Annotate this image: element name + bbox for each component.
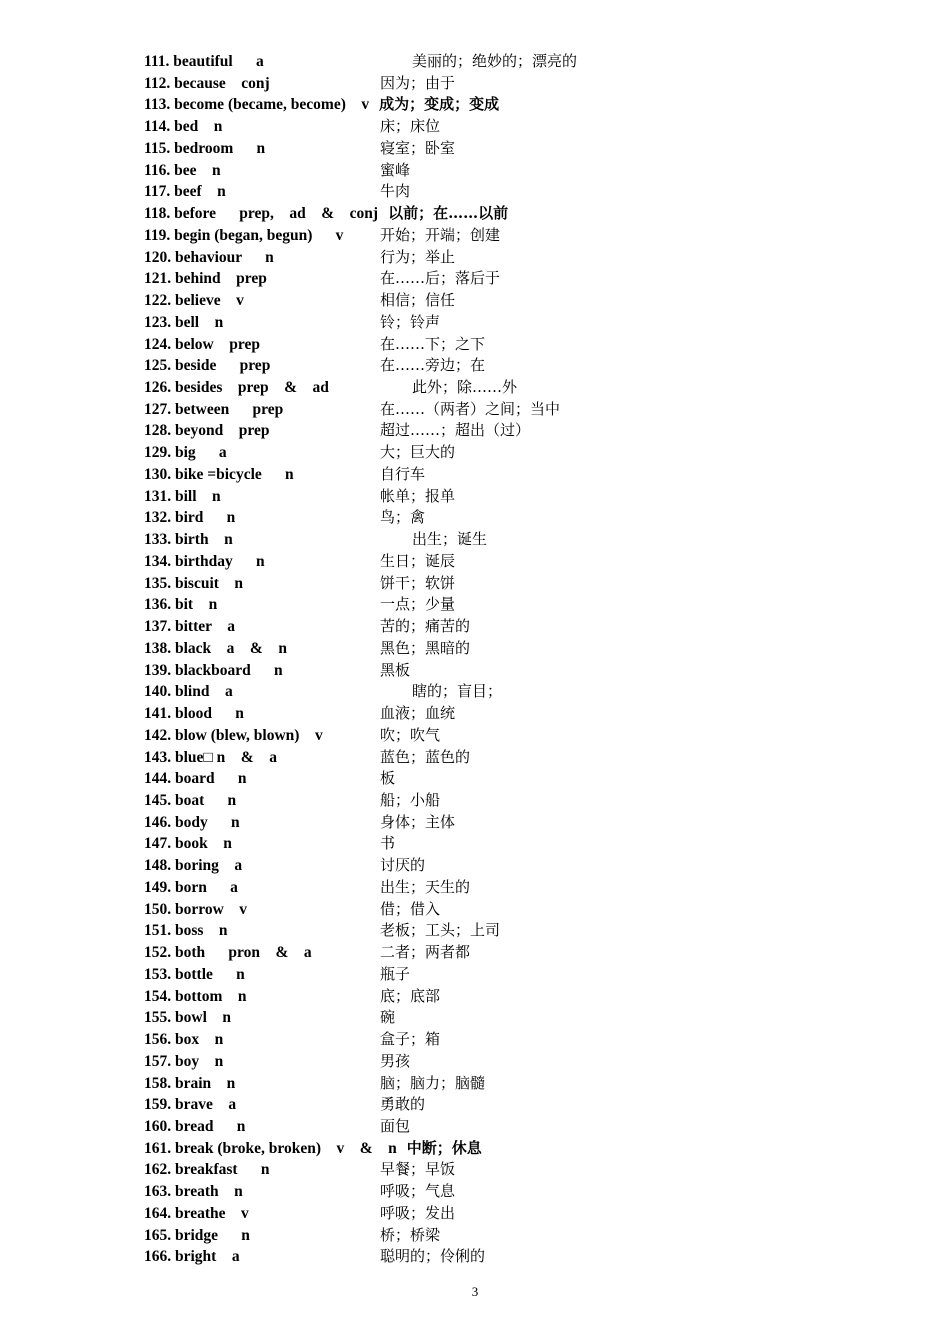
vocab-entry bbox=[144, 1159, 904, 1181]
vocab-entry bbox=[144, 442, 904, 464]
vocab-word: 136. bit n bbox=[144, 596, 218, 614]
vocab-word: 147. book n bbox=[144, 835, 232, 853]
vocab-entry bbox=[144, 594, 904, 616]
vocab-entry bbox=[144, 833, 904, 855]
vocab-word: 123. bell n bbox=[144, 313, 224, 331]
vocab-meaning: 苦的；痛苦的 bbox=[380, 617, 471, 636]
vocab-word: 135. biscuit n bbox=[144, 574, 244, 592]
vocab-entry bbox=[144, 1051, 904, 1073]
vocab-meaning: 老板；工头；上司 bbox=[380, 921, 501, 940]
vocab-word: 160. bread n bbox=[144, 1117, 246, 1135]
vocab-entry bbox=[144, 703, 904, 725]
vocab-meaning: 此外；除……外 bbox=[412, 378, 518, 397]
vocab-meaning: 吹；吹气 bbox=[380, 725, 441, 744]
vocab-meaning: 讨厌的 bbox=[380, 856, 426, 875]
vocab-word: 159. brave a bbox=[144, 1096, 237, 1114]
vocab-meaning: 饼干；软饼 bbox=[380, 573, 456, 592]
vocab-entry bbox=[144, 790, 904, 812]
vocab-word: 132. bird n bbox=[144, 509, 236, 527]
vocab-entry bbox=[144, 247, 904, 269]
vocab-word: 118. before prep, ad & conj 以前；在……以前 bbox=[144, 204, 509, 223]
vocab-meaning: 借；借入 bbox=[380, 899, 441, 918]
vocab-meaning: 成为；变成；变成 bbox=[379, 95, 500, 114]
vocab-meaning: 聪明的；伶俐的 bbox=[380, 1247, 486, 1266]
vocab-word: 125. beside prep bbox=[144, 357, 271, 375]
vocab-meaning: 板 bbox=[380, 769, 396, 788]
vocab-word: 151. boss n bbox=[144, 922, 228, 940]
vocab-entry bbox=[144, 1007, 904, 1029]
vocab-meaning: 床；床位 bbox=[380, 117, 441, 136]
vocab-meaning: 面包 bbox=[380, 1116, 411, 1135]
vocab-meaning: 血液；血统 bbox=[380, 704, 456, 723]
vocab-meaning: 底；底部 bbox=[380, 986, 441, 1005]
vocab-word: 158. brain n bbox=[144, 1074, 236, 1092]
vocab-word: 153. bottle n bbox=[144, 965, 245, 983]
vocab-meaning: 盒子；箱 bbox=[380, 1030, 441, 1049]
vocab-meaning: 美丽的；绝妙的；漂亮的 bbox=[412, 52, 578, 70]
vocab-entry bbox=[144, 51, 904, 73]
vocab-word: 122. believe v bbox=[144, 292, 244, 310]
vocab-entry bbox=[144, 638, 904, 660]
vocab-word: 120. behaviour n bbox=[144, 248, 274, 266]
vocab-word: 145. boat n bbox=[144, 791, 237, 809]
vocab-entry bbox=[144, 225, 904, 247]
vocab-meaning: 书 bbox=[380, 834, 396, 853]
vocab-entry bbox=[144, 768, 904, 790]
vocab-entry bbox=[144, 486, 904, 508]
vocab-meaning: 帐单；报单 bbox=[380, 486, 456, 505]
vocab-word: 155. bowl n bbox=[144, 1009, 231, 1027]
vocab-entry bbox=[144, 1029, 904, 1051]
vocab-meaning: 牛肉 bbox=[380, 182, 411, 201]
vocab-word: 116. bee n bbox=[144, 161, 221, 179]
vocab-entry bbox=[144, 181, 904, 203]
vocab-meaning: 瞎的；盲目； bbox=[412, 682, 503, 701]
vocab-meaning: 铃；铃声 bbox=[380, 312, 441, 331]
vocab-word: 114. bed n bbox=[144, 118, 223, 136]
vocab-word: 129. big a bbox=[144, 444, 227, 462]
vocab-meaning: 在……旁边；在 bbox=[380, 356, 486, 375]
vocab-entry bbox=[144, 747, 904, 769]
vocab-word: 163. breath n bbox=[144, 1183, 243, 1201]
vocab-entry bbox=[144, 1073, 904, 1095]
vocab-word: 141. blood n bbox=[144, 705, 244, 723]
vocab-entry bbox=[144, 1138, 904, 1160]
vocab-meaning: 身体；主体 bbox=[380, 812, 456, 831]
vocab-entry bbox=[144, 855, 904, 877]
page-number: 3 bbox=[471, 1284, 479, 1299]
vocab-entry bbox=[144, 1181, 904, 1203]
vocab-entry bbox=[144, 920, 904, 942]
vocab-word: 152. both pron & a bbox=[144, 944, 312, 962]
vocab-word: 154. bottom n bbox=[144, 987, 247, 1005]
vocab-word: 166. bright a bbox=[144, 1248, 240, 1266]
vocab-word: 139. blackboard n bbox=[144, 661, 283, 679]
vocab-entry bbox=[144, 399, 904, 421]
vocab-entry bbox=[144, 507, 904, 529]
vocab-word: 117. beef n bbox=[144, 183, 226, 201]
vocab-entry bbox=[144, 116, 904, 138]
vocab-word: 148. boring a bbox=[144, 857, 243, 875]
vocab-meaning: 呼吸；气息 bbox=[380, 1182, 456, 1201]
vocab-entry bbox=[144, 573, 904, 595]
vocab-meaning: 在……（两者）之间；当中 bbox=[380, 399, 561, 418]
vocab-meaning: 出生；诞生 bbox=[412, 530, 488, 549]
vocab-word: 127. between prep bbox=[144, 400, 284, 418]
vocab-entry bbox=[144, 1116, 904, 1138]
vocab-word: 124. below prep bbox=[144, 335, 260, 353]
vocab-meaning: 鸟；禽 bbox=[380, 508, 426, 527]
vocab-meaning: 在……后；落后于 bbox=[380, 269, 501, 288]
vocab-entry bbox=[144, 160, 904, 182]
vocab-entry bbox=[144, 877, 904, 899]
vocab-meaning: 在……下；之下 bbox=[380, 334, 486, 353]
vocab-meaning: 勇敢的 bbox=[380, 1095, 426, 1114]
vocab-word: 150. borrow v bbox=[144, 900, 248, 918]
vocab-word: 156. box n bbox=[144, 1031, 224, 1049]
vocab-meaning: 蓝色；蓝色的 bbox=[380, 747, 471, 766]
vocab-entry bbox=[144, 1246, 904, 1268]
vocab-word: 140. blind a bbox=[144, 683, 233, 701]
vocab-entry bbox=[144, 616, 904, 638]
vocab-meaning: 早餐；早饭 bbox=[380, 1160, 456, 1179]
vocab-entry bbox=[144, 529, 904, 551]
vocab-meaning: 生日；诞辰 bbox=[380, 551, 456, 570]
vocab-meaning: 大；巨大的 bbox=[380, 443, 456, 462]
vocab-word: 113. become (became, become) v 成为；变成；变成 bbox=[144, 95, 500, 114]
vocab-entry bbox=[144, 355, 904, 377]
vocab-entry bbox=[144, 290, 904, 312]
vocab-entry bbox=[144, 94, 904, 116]
vocab-word: 121. behind prep bbox=[144, 270, 267, 288]
vocab-word: 131. bill n bbox=[144, 487, 221, 505]
vocab-word: 146. body n bbox=[144, 813, 240, 831]
vocab-entry bbox=[144, 681, 904, 703]
vocab-entry bbox=[144, 812, 904, 834]
vocab-meaning: 中断；休息 bbox=[406, 1138, 482, 1157]
vocab-entry bbox=[144, 312, 904, 334]
vocab-word: 133. birth n bbox=[144, 531, 233, 549]
vocab-word: 161. break (broke, broken) v & n 中断；休息 bbox=[144, 1138, 482, 1157]
vocab-word: 164. breathe v bbox=[144, 1204, 249, 1222]
vocab-word: 119. begin (began, begun) v bbox=[144, 226, 344, 244]
vocab-entry bbox=[144, 942, 904, 964]
vocab-word: 111. beautiful a bbox=[144, 53, 264, 70]
vocab-entry bbox=[144, 986, 904, 1008]
vocab-entry bbox=[144, 964, 904, 986]
vocab-entry bbox=[144, 1094, 904, 1116]
vocab-entry bbox=[144, 1203, 904, 1225]
vocab-entry bbox=[144, 551, 904, 573]
vocab-meaning: 出生；天生的 bbox=[380, 877, 471, 896]
vocab-meaning: 呼吸；发出 bbox=[380, 1203, 456, 1222]
vocab-word: 144. board n bbox=[144, 770, 247, 788]
vocab-entry bbox=[144, 377, 904, 399]
vocab-meaning: 黑色；黑暗的 bbox=[380, 638, 471, 657]
vocab-entry bbox=[144, 464, 904, 486]
vocab-meaning: 桥；桥梁 bbox=[380, 1225, 441, 1244]
vocab-entry bbox=[144, 725, 904, 747]
vocab-meaning: 二者；两者都 bbox=[380, 943, 471, 962]
vocab-meaning: 自行车 bbox=[380, 464, 426, 483]
vocab-word: 126. besides prep & ad bbox=[144, 379, 329, 397]
vocab-meaning: 瓶子 bbox=[380, 964, 411, 983]
vocab-word: 157. boy n bbox=[144, 1052, 224, 1070]
vocabulary-list bbox=[144, 51, 904, 1268]
vocab-meaning: 因为；由于 bbox=[380, 73, 456, 92]
vocab-word: 162. breakfast n bbox=[144, 1161, 270, 1179]
vocab-meaning: 超过……；超出（过） bbox=[380, 421, 531, 440]
vocab-entry bbox=[144, 268, 904, 290]
vocab-meaning: 蜜峰 bbox=[380, 160, 411, 179]
vocab-word: 112. because conj bbox=[144, 74, 270, 92]
vocab-entry bbox=[144, 660, 904, 682]
vocab-entry bbox=[144, 73, 904, 95]
vocab-entry bbox=[144, 138, 904, 160]
vocab-meaning: 寝室；卧室 bbox=[380, 138, 456, 157]
vocab-word: 165. bridge n bbox=[144, 1226, 250, 1244]
vocab-meaning: 以前；在……以前 bbox=[388, 204, 509, 223]
vocab-word: 142. blow (blew, blown) v bbox=[144, 726, 323, 744]
vocab-meaning: 相信；信任 bbox=[380, 291, 456, 310]
vocab-word: 134. birthday n bbox=[144, 552, 265, 570]
vocab-word: 143. blue□ n & a bbox=[144, 748, 277, 766]
vocab-meaning: 行为；举止 bbox=[380, 247, 456, 266]
vocab-meaning: 黑板 bbox=[380, 660, 411, 679]
vocab-word: 138. black a & n bbox=[144, 639, 287, 657]
vocab-entry bbox=[144, 203, 904, 225]
vocab-meaning: 脑；脑力；脑髓 bbox=[380, 1073, 486, 1092]
vocab-word: 115. bedroom n bbox=[144, 139, 266, 157]
vocab-meaning: 船；小船 bbox=[380, 790, 441, 809]
vocab-meaning: 开始；开端；创建 bbox=[380, 225, 501, 244]
vocab-entry bbox=[144, 334, 904, 356]
vocab-entry bbox=[144, 1225, 904, 1247]
vocab-word: 137. bitter a bbox=[144, 618, 235, 636]
vocab-meaning: 男孩 bbox=[380, 1051, 411, 1070]
vocab-word: 128. beyond prep bbox=[144, 422, 270, 440]
vocab-meaning: 碗 bbox=[380, 1008, 396, 1027]
vocab-meaning: 一点；少量 bbox=[380, 595, 456, 614]
vocab-word: 149. born a bbox=[144, 878, 238, 896]
vocab-word: 130. bike =bicycle n bbox=[144, 465, 294, 483]
vocab-entry bbox=[144, 420, 904, 442]
vocab-entry bbox=[144, 899, 904, 921]
